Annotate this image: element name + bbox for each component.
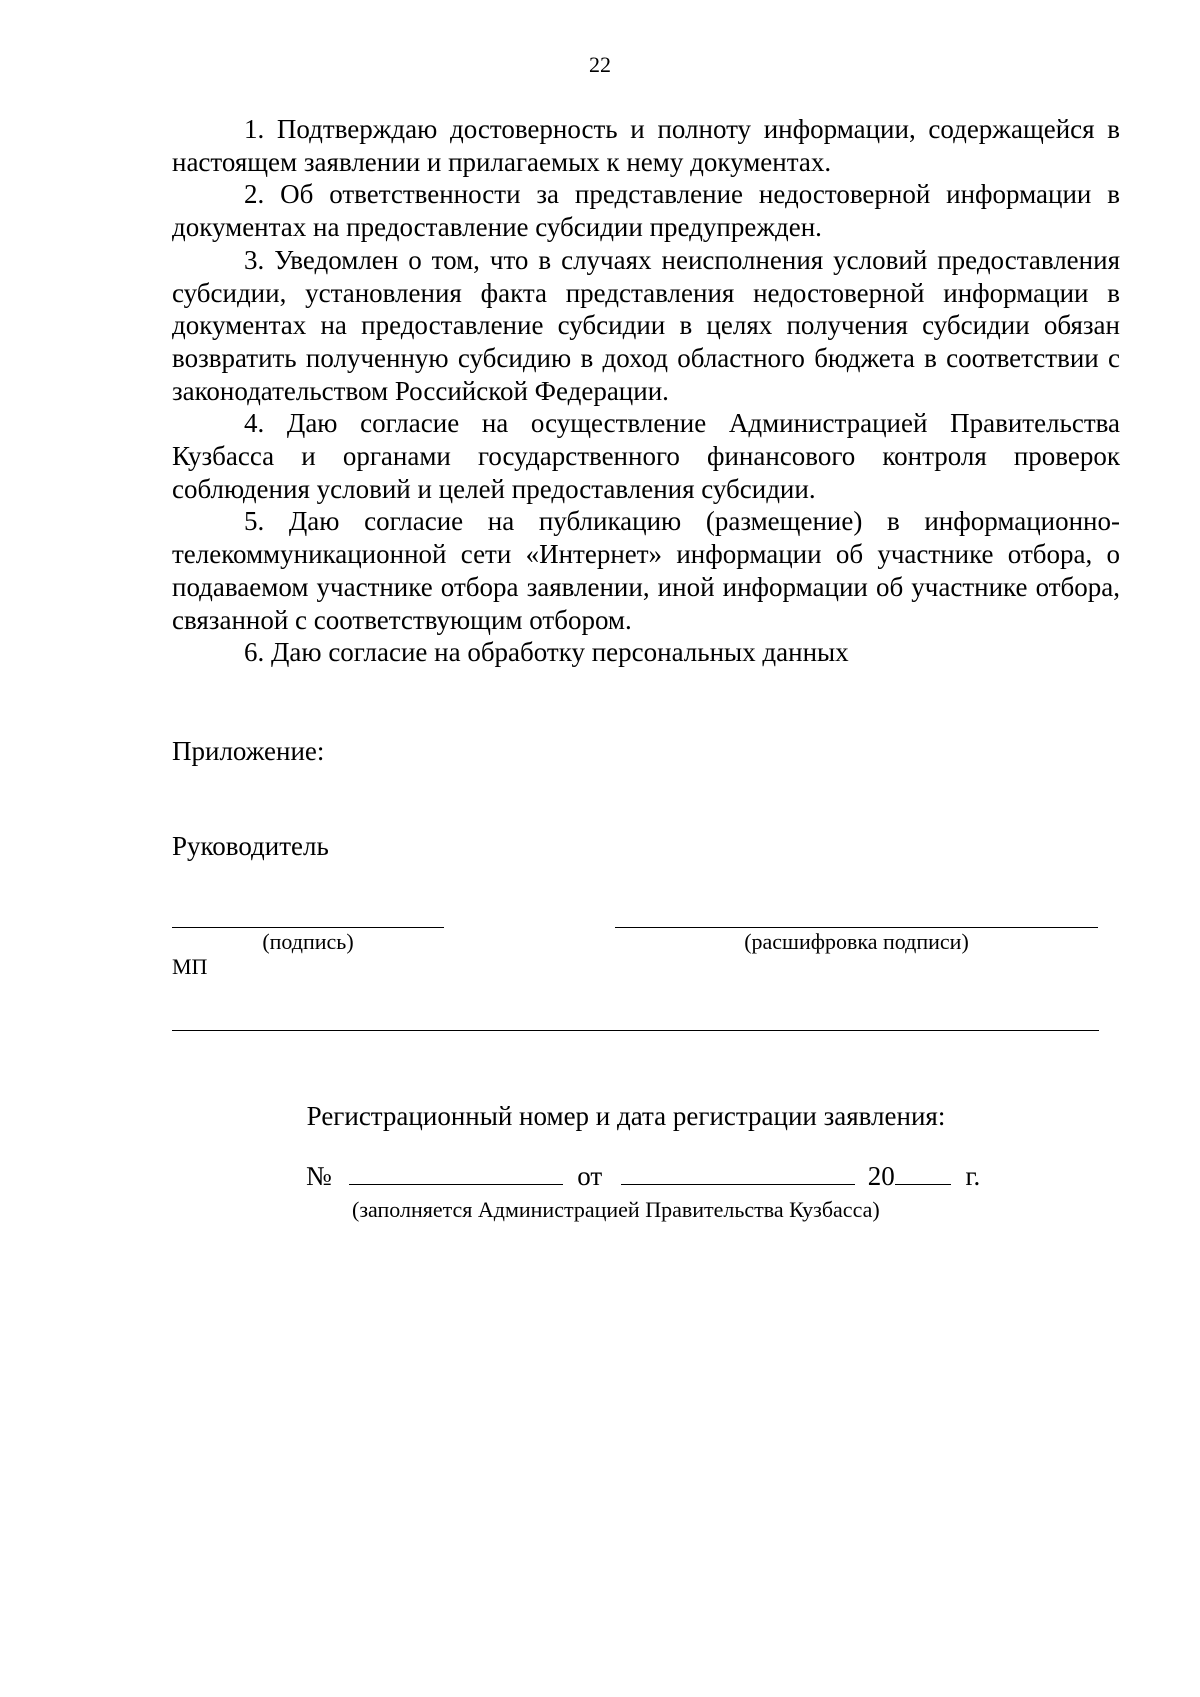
number-sign: № (306, 1161, 332, 1191)
paragraph-4: 4. Даю согласие на осуществление Администрацией Правительства Кузбасса и органами государственного финансового контроля проверок соблюдения условий и целей предоставления субсидии. (172, 408, 1120, 504)
attachment-label: Приложение: (172, 736, 325, 766)
registration-note: (заполняется Администрацией Правительства Кузбасса) (352, 1197, 880, 1222)
registration-year-blank (895, 1160, 951, 1185)
page-number: 22 (589, 52, 611, 77)
head-label: Руководитель (172, 831, 329, 861)
year-suffix: г. (965, 1161, 981, 1191)
year-prefix: 20 (867, 1161, 895, 1191)
stamp-label: МП (172, 954, 208, 979)
decoding-line (615, 927, 1098, 928)
paragraph-1: 1. Подтверждаю достоверность и полноту информации, содержащейся в настоящем заявлении и прилагаемых к нему документах. (172, 114, 1120, 177)
separator-line (172, 1030, 1099, 1031)
paragraph-2: 2. Об ответственности за представление недостоверной информации в документах на предоставление субсидии предупрежден. (172, 179, 1120, 243)
registration-title: Регистрационный номер и дата регистрации заявления: (306, 1101, 946, 1131)
paragraph-3: 3. Уведомлен о том, что в случаях неисполнения условий предоставления субсидии, установления факта представления недостоверной информации в документах на предоставление субсидии в целях получения субсидии обязан возвратить полученную субсидию в доход областного бюджета в соответствии с законодательством Российской Федерации. (172, 244, 1120, 406)
registration-date-blank (621, 1160, 855, 1185)
registration-fields (306, 1160, 980, 1192)
from-label: от (577, 1161, 603, 1191)
consent-paragraphs (172, 113, 1120, 669)
registration-number-blank (349, 1160, 563, 1185)
paragraph-6: 6. Даю согласие на обработку персональных данных (244, 637, 849, 668)
signature-caption: (подпись) (262, 929, 354, 954)
paragraph-5: 5. Даю согласие на публикацию (размещение) в информационно-телекоммуникационной сети «Интернет» информации об участнике отбора, о подаваемом участнике отбора заявлении, иной информации об участнике отбора, связанной с соответствующим отбором. (172, 506, 1120, 635)
signature-line (172, 927, 444, 928)
decoding-caption: (расшифровка подписи) (744, 929, 969, 954)
